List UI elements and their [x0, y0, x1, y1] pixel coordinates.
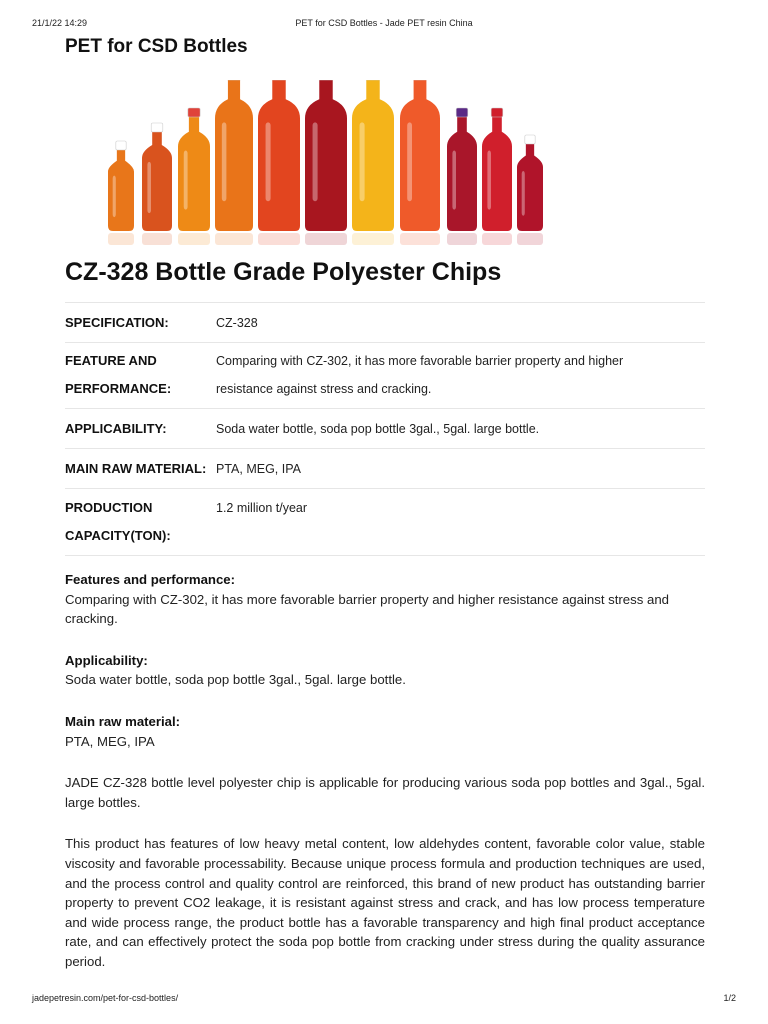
paragraph: This product has features of low heavy metal content, low aldehydes content, favorable color value, stable viscosity and favorable processability. Because unique process formula and production techniques are used, and the process control and quality control are reinforced, this brand of new product has outstanding barrier property to prevent CO2 leakage, it is resistant against stress and crack, and has low process temperature and wide process range, the product bottle has a favorable transparency and high final product acceptance rate, and can effectively protect the soda pop bottle from cracking under stress during the quality assurance period. — [65, 836, 705, 969]
spec-key: SPECIFICATION: — [65, 303, 216, 343]
section-label: Main raw material: — [65, 713, 181, 729]
bottle-1 — [108, 141, 134, 245]
paragraph: JADE CZ-328 bottle level polyester chip is applicable for producing various soda pop bottles and 3gal., 5gal. large bottles. — [65, 775, 705, 810]
page-number: 1/2 — [723, 993, 736, 1003]
spec-value: CZ-328 — [216, 303, 705, 343]
bottle-5 — [258, 80, 300, 245]
spec-value: Soda water bottle, soda pop bottle 3gal., 5gal. large bottle. — [216, 409, 705, 449]
spec-value: PTA, MEG, IPA — [216, 449, 705, 489]
body-text — [65, 570, 705, 994]
spec-key: PRODUCTION CAPACITY(TON): — [65, 489, 216, 556]
bottle-2 — [142, 123, 172, 245]
spec-table — [65, 302, 705, 556]
spec-row-capacity — [65, 489, 705, 556]
section-raw-material — [65, 712, 705, 751]
bottle-7 — [352, 80, 394, 245]
spec-key: MAIN RAW MATERIAL: — [65, 449, 216, 489]
bottle-10 — [482, 108, 512, 245]
spec-key: APPLICABILITY: — [65, 409, 216, 449]
bottle-6 — [305, 80, 347, 245]
spec-row-specification — [65, 303, 705, 343]
product-heading: CZ-328 Bottle Grade Polyester Chips — [65, 258, 502, 286]
bottles-image — [100, 80, 555, 248]
section-label: Applicability: — [65, 652, 148, 668]
section-text: Soda water bottle, soda pop bottle 3gal., 5gal. large bottle. — [65, 672, 406, 688]
spec-key: FEATURE AND PERFORMANCE: — [65, 343, 216, 409]
spec-row-raw-material — [65, 449, 705, 489]
section-features — [65, 570, 705, 629]
page-title: PET for CSD Bottles — [65, 36, 248, 57]
section-text: PTA, MEG, IPA — [65, 733, 155, 749]
print-header — [32, 18, 736, 32]
spec-value: 1.2 million t/year — [216, 489, 705, 556]
bottle-11 — [517, 135, 543, 245]
print-doc-title: PET for CSD Bottles - Jade PET resin China — [295, 18, 473, 28]
bottle-3 — [178, 108, 210, 245]
section-applicability — [65, 651, 705, 690]
bottle-4 — [215, 80, 253, 245]
section-label: Features and performance: — [65, 572, 236, 587]
spec-row-feature — [65, 343, 705, 409]
section-text: Comparing with CZ-302, it has more favorable barrier property and higher resistance against stress and cracking. — [65, 591, 669, 627]
bottle-8 — [400, 80, 440, 245]
bottle-9 — [447, 108, 477, 245]
print-datetime: 21/1/22 14:29 — [32, 18, 88, 28]
print-url: jadepetresin.com/pet-for-csd-bottles/ — [32, 993, 179, 1003]
spec-value: Comparing with CZ-302, it has more favorable barrier property and higher resistance against stress and cracking. — [216, 343, 705, 409]
spec-row-applicability — [65, 409, 705, 449]
